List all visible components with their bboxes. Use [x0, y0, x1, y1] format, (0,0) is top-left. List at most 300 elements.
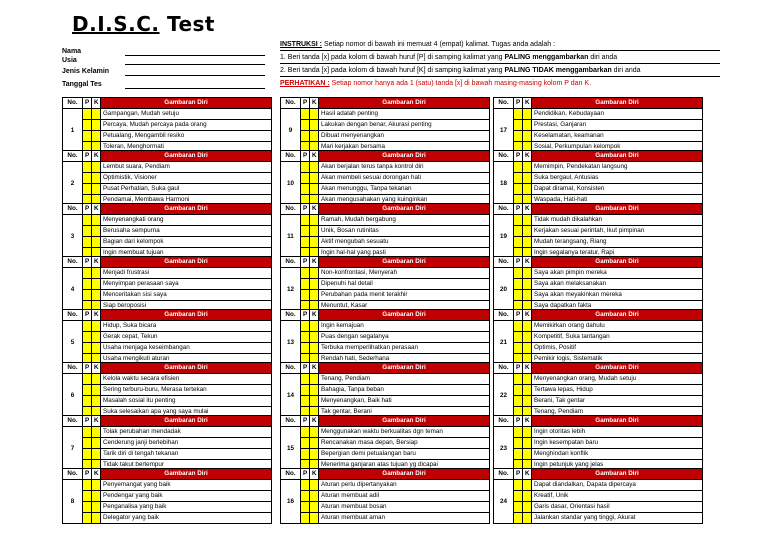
header-p: P	[83, 363, 92, 374]
checkbox-p-2-2[interactable]	[83, 173, 92, 184]
statement-text: Tertawa lepas, Hidup	[532, 385, 703, 396]
checkbox-p-23-3[interactable]	[514, 449, 523, 460]
checkbox-k-11-1[interactable]	[310, 215, 319, 226]
header-gambaran-diri: Gambaran Diri	[101, 416, 272, 427]
checkbox-p-8-3[interactable]	[83, 502, 92, 513]
checkbox-k-2-3[interactable]	[92, 184, 101, 195]
header-no: No.	[63, 310, 83, 321]
checkbox-p-4-3[interactable]	[83, 290, 92, 301]
question-number: 6	[63, 374, 83, 418]
question-block-2	[62, 150, 272, 203]
checkbox-k-8-3[interactable]	[92, 502, 101, 513]
statement-text: Menghindari konflik	[532, 449, 703, 460]
question-block-19	[493, 203, 703, 256]
header-gambaran-diri: Gambaran Diri	[319, 469, 490, 480]
checkbox-k-13-2[interactable]	[310, 332, 319, 343]
statement-text: Prestasi, Ganjaran	[532, 120, 703, 131]
checkbox-p-12-1[interactable]	[301, 268, 310, 279]
checkbox-p-6-2[interactable]	[83, 385, 92, 396]
instruction-divider	[280, 50, 720, 51]
statement-text: Menyimpan perasaan saya	[101, 279, 272, 290]
statement-text: Dapat diramal, Konsisten	[532, 184, 703, 195]
checkbox-p-19-2[interactable]	[514, 226, 523, 237]
checkbox-p-13-3[interactable]	[301, 343, 310, 354]
checkbox-k-1-1[interactable]	[92, 109, 101, 120]
checkbox-k-7-2[interactable]	[92, 438, 101, 449]
checkbox-p-22-3[interactable]	[514, 396, 523, 407]
checkbox-p-11-1[interactable]	[301, 215, 310, 226]
question-number: 9	[281, 109, 301, 153]
page-title	[72, 12, 215, 36]
checkbox-k-16-3[interactable]	[310, 502, 319, 513]
checkbox-k-12-1[interactable]	[310, 268, 319, 279]
statement-text: Pusat Perhatian, Suka gaul	[101, 184, 272, 195]
question-number: 13	[281, 321, 301, 365]
title-disc: D.I.S.C.	[72, 12, 160, 36]
statement-text: Penganalisa yang baik	[101, 502, 272, 513]
statement-text: Dibuat menyenangkan	[319, 131, 490, 142]
header-no: No.	[63, 204, 83, 215]
checkbox-p-5-2[interactable]	[83, 332, 92, 343]
checkbox-p-4-1[interactable]	[83, 268, 92, 279]
checkbox-p-3-2[interactable]	[83, 226, 92, 237]
statement-text: Penyemangat yang baik	[101, 480, 272, 491]
checkbox-k-15-1[interactable]	[310, 427, 319, 438]
header-gambaran-diri: Gambaran Diri	[532, 416, 703, 427]
header-gambaran-diri: Gambaran Diri	[101, 151, 272, 162]
checkbox-p-21-2[interactable]	[514, 332, 523, 343]
checkbox-k-11-2[interactable]	[310, 226, 319, 237]
checkbox-k-16-2[interactable]	[310, 491, 319, 502]
statement-text: Saya dapatkan fakta	[532, 301, 703, 312]
header-p: P	[301, 416, 310, 427]
header-k: K	[523, 257, 532, 268]
question-block-10	[280, 150, 490, 203]
checkbox-k-18-2[interactable]	[523, 173, 532, 184]
statement-text: Ingin segalanya teratur, Rapi	[532, 248, 703, 259]
checkbox-p-20-2[interactable]	[514, 279, 523, 290]
header-gambaran-diri: Gambaran Diri	[101, 363, 272, 374]
statement-text: Perubahan pada menit terakhir	[319, 290, 490, 301]
checkbox-k-20-3[interactable]	[523, 290, 532, 301]
question-number: 18	[494, 162, 514, 206]
checkbox-p-14-3[interactable]	[301, 396, 310, 407]
header-k: K	[310, 98, 319, 109]
checkbox-k-8-1[interactable]	[92, 480, 101, 491]
statement-text: Akan membeli sesuai dorongan hati	[319, 173, 490, 184]
question-number: 24	[494, 480, 514, 524]
checkbox-p-1-2[interactable]	[83, 120, 92, 131]
checkbox-k-2-1[interactable]	[92, 162, 101, 173]
statement-text: Unik, Bosan rutinitas	[319, 226, 490, 237]
statement-text: Menyenangkan, Baik hati	[319, 396, 490, 407]
statement-text: Menuntut, Kasar	[319, 301, 490, 312]
header-p: P	[514, 257, 523, 268]
checkbox-k-3-2[interactable]	[92, 226, 101, 237]
field-label-usia: Usia	[62, 57, 77, 64]
checkbox-k-9-1[interactable]	[310, 109, 319, 120]
checkbox-k-22-1[interactable]	[523, 374, 532, 385]
checkbox-p-24-4[interactable]	[514, 513, 523, 524]
checkbox-k-23-1[interactable]	[523, 427, 532, 438]
statement-text: Tarik diri di tengah tekanan	[101, 449, 272, 460]
instruction-divider	[280, 63, 720, 64]
question-block-4	[62, 256, 272, 309]
header-k: K	[523, 469, 532, 480]
checkbox-k-21-1[interactable]	[523, 321, 532, 332]
checkbox-p-13-2[interactable]	[301, 332, 310, 343]
checkbox-p-24-1[interactable]	[514, 480, 523, 491]
header-gambaran-diri: Gambaran Diri	[101, 310, 272, 321]
header-gambaran-diri: Gambaran Diri	[101, 469, 272, 480]
instruction-intro: INSTRUKSI : Setiap nomor di bawah ini memuat 4 (empat) kalimat. Tugas anda adalah :	[280, 41, 556, 48]
header-gambaran-diri: Gambaran Diri	[532, 257, 703, 268]
checkbox-k-19-1[interactable]	[523, 215, 532, 226]
statement-text: Ingin kesempatan baru	[532, 438, 703, 449]
header-p: P	[83, 204, 92, 215]
header-no: No.	[494, 416, 514, 427]
title-test: Test	[159, 12, 215, 36]
checkbox-p-20-1[interactable]	[514, 268, 523, 279]
question-number: 2	[63, 162, 83, 206]
header-no: No.	[281, 257, 301, 268]
statement-text: Ingin otoritas lebih	[532, 427, 703, 438]
field-nama-line[interactable]	[125, 55, 265, 56]
checkbox-p-20-3[interactable]	[514, 290, 523, 301]
header-no: No.	[281, 204, 301, 215]
checkbox-k-15-3[interactable]	[310, 449, 319, 460]
statement-text: Hasil adalah penting	[319, 109, 490, 120]
checkbox-p-7-1[interactable]	[83, 427, 92, 438]
question-block-9	[280, 97, 490, 150]
checkbox-k-12-2[interactable]	[310, 279, 319, 290]
statement-text: Percaya, Mudah percaya pada orang	[101, 120, 272, 131]
statement-text: Mudah terangsang, Riang	[532, 237, 703, 248]
checkbox-p-8-4[interactable]	[83, 513, 92, 524]
checkbox-p-18-3[interactable]	[514, 184, 523, 195]
header-no: No.	[281, 416, 301, 427]
checkbox-p-13-1[interactable]	[301, 321, 310, 332]
question-number: 20	[494, 268, 514, 312]
statement-text: Tolak perubahan mendadak	[101, 427, 272, 438]
checkbox-p-23-1[interactable]	[514, 427, 523, 438]
header-k: K	[310, 204, 319, 215]
statement-text: Usaha menjaga keseimbangan	[101, 343, 272, 354]
checkbox-p-9-1[interactable]	[301, 109, 310, 120]
checkbox-k-20-2[interactable]	[523, 279, 532, 290]
statement-text: Tenang, Pendiam	[319, 374, 490, 385]
checkbox-p-15-1[interactable]	[301, 427, 310, 438]
checkbox-k-9-2[interactable]	[310, 120, 319, 131]
checkbox-p-14-2[interactable]	[301, 385, 310, 396]
statement-text: Berusaha sempurna	[101, 226, 272, 237]
statement-text: Bahagia, Tanpa beban	[319, 385, 490, 396]
statement-text: Akan mengusahakan yang kuinginkan	[319, 195, 490, 206]
header-p: P	[514, 310, 523, 321]
statement-text: Menjadi frustrasi	[101, 268, 272, 279]
checkbox-p-11-2[interactable]	[301, 226, 310, 237]
checkbox-k-21-3[interactable]	[523, 343, 532, 354]
statement-text: Dapat diandalkan, Dapata dipercaya	[532, 480, 703, 491]
question-number: 14	[281, 374, 301, 418]
header-no: No.	[494, 310, 514, 321]
statement-text: Memikirkan orang dahulu	[532, 321, 703, 332]
checkbox-k-8-2[interactable]	[92, 491, 101, 502]
header-gambaran-diri: Gambaran Diri	[319, 310, 490, 321]
field-tanggal-tes-line[interactable]	[125, 88, 265, 89]
header-gambaran-diri: Gambaran Diri	[319, 363, 490, 374]
checkbox-k-5-1[interactable]	[92, 321, 101, 332]
question-block-1	[62, 97, 272, 150]
question-block-24	[493, 468, 703, 521]
checkbox-k-17-1[interactable]	[523, 109, 532, 120]
header-no: No.	[63, 257, 83, 268]
checkbox-k-21-2[interactable]	[523, 332, 532, 343]
checkbox-k-13-3[interactable]	[310, 343, 319, 354]
checkbox-p-6-1[interactable]	[83, 374, 92, 385]
checkbox-k-15-2[interactable]	[310, 438, 319, 449]
header-p: P	[301, 310, 310, 321]
question-number: 23	[494, 427, 514, 471]
question-number: 17	[494, 109, 514, 153]
question-number: 15	[281, 427, 301, 471]
checkbox-k-23-2[interactable]	[523, 438, 532, 449]
checkbox-k-24-2[interactable]	[523, 491, 532, 502]
checkbox-p-8-2[interactable]	[83, 491, 92, 502]
checkbox-p-3-1[interactable]	[83, 215, 92, 226]
question-block-7	[62, 415, 272, 468]
checkbox-p-15-3[interactable]	[301, 449, 310, 460]
statement-text: Suka selesaikan apa yang saya mulai	[101, 407, 272, 418]
checkbox-k-24-1[interactable]	[523, 480, 532, 491]
checkbox-k-17-2[interactable]	[523, 120, 532, 131]
checkbox-k-16-1[interactable]	[310, 480, 319, 491]
instruction-warning: PERHATIKAN : Setiap nomor hanya ada 1 (satu) tanda [x] di bawah masing-masing kolom P dan K.	[280, 80, 592, 87]
checkbox-p-8-1[interactable]	[83, 480, 92, 491]
checkbox-p-17-3[interactable]	[514, 131, 523, 142]
checkbox-p-6-3[interactable]	[83, 396, 92, 407]
checkbox-p-18-1[interactable]	[514, 162, 523, 173]
checkbox-p-14-1[interactable]	[301, 374, 310, 385]
header-gambaran-diri: Gambaran Diri	[319, 151, 490, 162]
checkbox-k-18-1[interactable]	[523, 162, 532, 173]
checkbox-p-7-2[interactable]	[83, 438, 92, 449]
header-k: K	[523, 310, 532, 321]
checkbox-k-8-4[interactable]	[92, 513, 101, 524]
header-p: P	[514, 416, 523, 427]
checkbox-k-23-3[interactable]	[523, 449, 532, 460]
statement-text: Toleran, Menghormati	[101, 142, 272, 153]
checkbox-k-7-1[interactable]	[92, 427, 101, 438]
question-block-14	[280, 362, 490, 415]
question-number: 8	[63, 480, 83, 524]
field-label-jenis-kelamin: Jenis Kelamin	[62, 68, 110, 75]
checkbox-p-21-3[interactable]	[514, 343, 523, 354]
checkbox-p-3-3[interactable]	[83, 237, 92, 248]
checkbox-k-9-3[interactable]	[310, 131, 319, 142]
checkbox-p-16-2[interactable]	[301, 491, 310, 502]
checkbox-p-1-3[interactable]	[83, 131, 92, 142]
statement-text: Memimpin, Pendekatan langsung	[532, 162, 703, 173]
checkbox-k-19-2[interactable]	[523, 226, 532, 237]
question-block-11	[280, 203, 490, 256]
checkbox-p-5-1[interactable]	[83, 321, 92, 332]
statement-text: Tak gentar, Berani	[319, 407, 490, 418]
statement-text: Lembut suara, Pendiam	[101, 162, 272, 173]
header-k: K	[523, 98, 532, 109]
checkbox-p-10-3[interactable]	[301, 184, 310, 195]
statement-text: Saya akan melaksanakan	[532, 279, 703, 290]
header-no: No.	[281, 469, 301, 480]
checkbox-p-22-1[interactable]	[514, 374, 523, 385]
checkbox-p-17-2[interactable]	[514, 120, 523, 131]
checkbox-k-10-3[interactable]	[310, 184, 319, 195]
checkbox-k-19-3[interactable]	[523, 237, 532, 248]
header-k: K	[92, 204, 101, 215]
checkbox-k-14-2[interactable]	[310, 385, 319, 396]
statement-text: Tidak takut bertempur	[101, 460, 272, 471]
header-gambaran-diri: Gambaran Diri	[319, 257, 490, 268]
checkbox-p-9-3[interactable]	[301, 131, 310, 142]
checkbox-k-5-3[interactable]	[92, 343, 101, 354]
checkbox-k-3-3[interactable]	[92, 237, 101, 248]
statement-text: Ingin kemajuan	[319, 321, 490, 332]
checkbox-p-24-3[interactable]	[514, 502, 523, 513]
checkbox-p-4-2[interactable]	[83, 279, 92, 290]
checkbox-k-4-3[interactable]	[92, 290, 101, 301]
question-number: 21	[494, 321, 514, 365]
checkbox-k-1-2[interactable]	[92, 120, 101, 131]
header-p: P	[83, 98, 92, 109]
question-number: 22	[494, 374, 514, 418]
header-p: P	[301, 98, 310, 109]
header-p: P	[301, 204, 310, 215]
checkbox-k-24-3[interactable]	[523, 502, 532, 513]
checkbox-k-4-1[interactable]	[92, 268, 101, 279]
checkbox-k-2-2[interactable]	[92, 173, 101, 184]
checkbox-p-18-2[interactable]	[514, 173, 523, 184]
header-k: K	[92, 416, 101, 427]
checkbox-k-22-3[interactable]	[523, 396, 532, 407]
checkbox-k-10-2[interactable]	[310, 173, 319, 184]
header-gambaran-diri: Gambaran Diri	[101, 204, 272, 215]
statement-text: Saya akan pimpin mereka	[532, 268, 703, 279]
statement-text: Aturan perlu dipertanyakan	[319, 480, 490, 491]
checkbox-p-2-1[interactable]	[83, 162, 92, 173]
checkbox-p-1-1[interactable]	[83, 109, 92, 120]
checkbox-k-14-1[interactable]	[310, 374, 319, 385]
statement-text: Masalah sosial itu penting	[101, 396, 272, 407]
checkbox-p-22-2[interactable]	[514, 385, 523, 396]
checkbox-k-6-1[interactable]	[92, 374, 101, 385]
checkbox-p-10-2[interactable]	[301, 173, 310, 184]
header-k: K	[523, 416, 532, 427]
instruction-step-1: 1. Beri tanda [x] pada kolom di bawah huruf [P] di samping kalimat yang PALING menggambarkan diri anda	[280, 54, 618, 61]
checkbox-k-16-4[interactable]	[310, 513, 319, 524]
field-jenis-kelamin-line[interactable]	[125, 75, 265, 76]
header-k: K	[310, 310, 319, 321]
checkbox-k-18-3[interactable]	[523, 184, 532, 195]
checkbox-k-20-1[interactable]	[523, 268, 532, 279]
header-p: P	[514, 204, 523, 215]
statement-text: Terbuka memperlihatkan perasaan	[319, 343, 490, 354]
checkbox-k-6-2[interactable]	[92, 385, 101, 396]
checkbox-k-4-2[interactable]	[92, 279, 101, 290]
question-number: 3	[63, 215, 83, 259]
header-k: K	[523, 363, 532, 374]
header-p: P	[301, 363, 310, 374]
checkbox-p-9-2[interactable]	[301, 120, 310, 131]
checkbox-p-24-2[interactable]	[514, 491, 523, 502]
question-block-15	[280, 415, 490, 468]
checkbox-p-7-3[interactable]	[83, 449, 92, 460]
statement-text: Non-konfrontasi, Menyerah	[319, 268, 490, 279]
checkbox-p-12-2[interactable]	[301, 279, 310, 290]
checkbox-k-10-1[interactable]	[310, 162, 319, 173]
header-p: P	[301, 469, 310, 480]
checkbox-k-12-3[interactable]	[310, 290, 319, 301]
statement-text: Delegator yang baik	[101, 513, 272, 524]
checkbox-p-19-1[interactable]	[514, 215, 523, 226]
checkbox-k-24-4[interactable]	[523, 513, 532, 524]
checkbox-p-19-3[interactable]	[514, 237, 523, 248]
statement-text: Petualang, Mengambil resiko	[101, 131, 272, 142]
checkbox-p-16-4[interactable]	[301, 513, 310, 524]
checkbox-k-14-3[interactable]	[310, 396, 319, 407]
header-no: No.	[63, 469, 83, 480]
checkbox-p-17-1[interactable]	[514, 109, 523, 120]
question-number: 12	[281, 268, 301, 312]
field-usia-line[interactable]	[125, 64, 265, 65]
question-number: 7	[63, 427, 83, 471]
checkbox-k-1-3[interactable]	[92, 131, 101, 142]
checkbox-p-5-3[interactable]	[83, 343, 92, 354]
header-no: No.	[281, 98, 301, 109]
statement-text: Optimis, Positif	[532, 343, 703, 354]
statement-text: Aktif mengubah sesuatu	[319, 237, 490, 248]
checkbox-p-23-2[interactable]	[514, 438, 523, 449]
statement-text: Kreatif, Unik	[532, 491, 703, 502]
checkbox-p-2-3[interactable]	[83, 184, 92, 195]
checkbox-p-16-1[interactable]	[301, 480, 310, 491]
checkbox-p-10-1[interactable]	[301, 162, 310, 173]
statement-text: Keselamatan, keamanan	[532, 131, 703, 142]
statement-text: Pendengar yang baik	[101, 491, 272, 502]
checkbox-k-6-3[interactable]	[92, 396, 101, 407]
statement-text: Rendah hati, Sederhana	[319, 354, 490, 365]
checkbox-k-11-3[interactable]	[310, 237, 319, 248]
checkbox-k-5-2[interactable]	[92, 332, 101, 343]
checkbox-p-16-3[interactable]	[301, 502, 310, 513]
checkbox-p-12-3[interactable]	[301, 290, 310, 301]
checkbox-p-21-1[interactable]	[514, 321, 523, 332]
checkbox-k-3-1[interactable]	[92, 215, 101, 226]
checkbox-p-15-2[interactable]	[301, 438, 310, 449]
checkbox-k-7-3[interactable]	[92, 449, 101, 460]
statement-text: Kompetitif, Suka tantangan	[532, 332, 703, 343]
statement-text: Ingin petunjuk yang jelas	[532, 460, 703, 471]
checkbox-k-17-3[interactable]	[523, 131, 532, 142]
statement-text: Saya akan meyakinkan mereka	[532, 290, 703, 301]
header-k: K	[310, 469, 319, 480]
question-block-22	[493, 362, 703, 415]
checkbox-k-22-2[interactable]	[523, 385, 532, 396]
header-no: No.	[63, 416, 83, 427]
question-block-16	[280, 468, 490, 521]
checkbox-k-13-1[interactable]	[310, 321, 319, 332]
question-block-8	[62, 468, 272, 521]
checkbox-p-11-3[interactable]	[301, 237, 310, 248]
